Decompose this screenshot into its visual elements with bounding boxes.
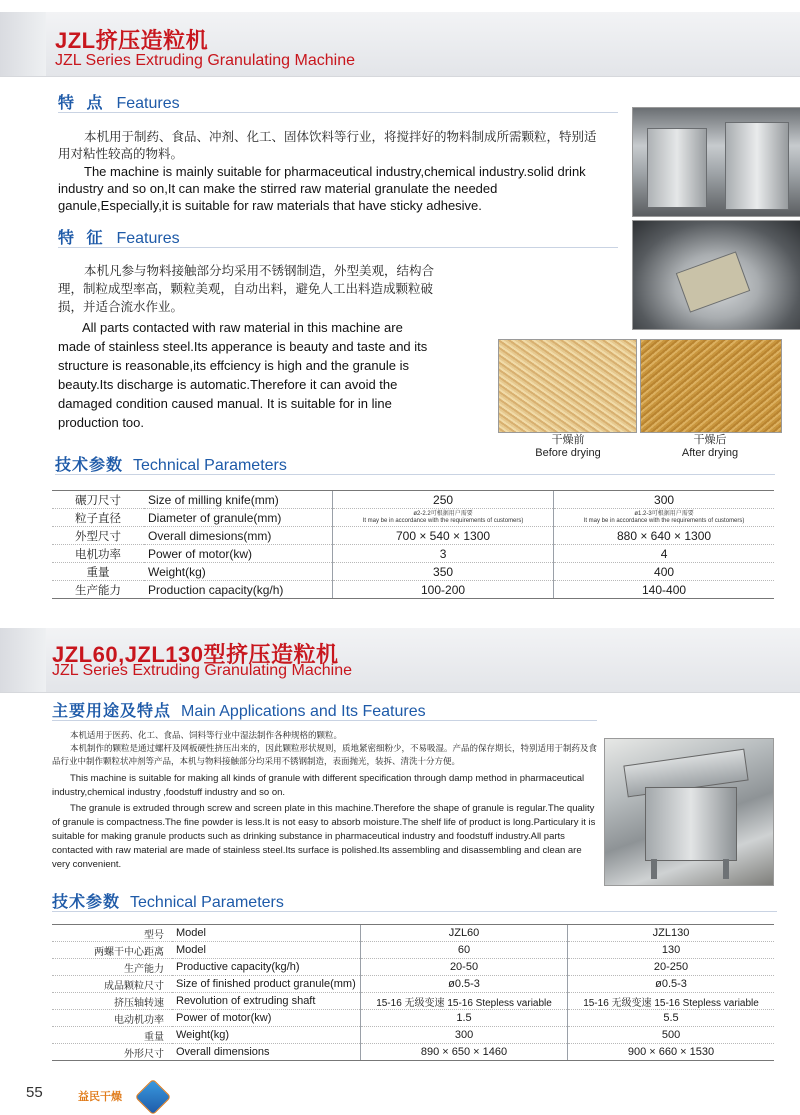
extruder-machine-photo [604,738,774,886]
main-applications-heading-cn: 主要用途及特点 [52,703,172,720]
granule-diameter-250-note: It may be in accordance with the requirements of customers) [362,517,524,524]
characteristics-paragraph-cn: 本机凡参与物料接触部分均采用不锈钢制造，外型美观，结构合理，制粒成型率高，颗粒美观，自动出料，避免人工出料造成颗粒破损，并适合流水作业。 [58,263,435,314]
param-value-250: 700 × 540 × 1300 [333,527,554,545]
param-name-cn: 电机功率 [52,545,144,563]
footer-brand: 益民干燥 [78,1090,122,1103]
applications-paragraph-1-en: This machine is suitable for making all kinds of granule with different specification through damp method in pharmaceutical industry,chemical industry ,foodstuff industry and so on. [52,773,585,798]
param-name-cn: 生产能力 [52,959,172,976]
param-name-cn: 型号 [52,925,172,942]
table-row [52,581,774,599]
features-paragraph-en: The machine is mainly suitable for pharmaceutical industry,chemical industry.solid drink industry and so on,It can make the stirred raw material granulate the needed ganule,Especially,it is suitable for raw materials that have sticky adhesive. [58,164,586,213]
param-value-250 [333,509,554,527]
param-value-jzl130: 5.5 [568,1010,774,1027]
table-row [52,942,774,959]
param-name-en: Power of motor(kw) [172,1010,361,1027]
param-name-en: Model [172,925,361,942]
param-name-en: Weight(kg) [172,1027,361,1044]
granule-diameter-300: ø1.2-3可根据用户需要 [634,510,694,517]
param-value-jzl60: 1.5 [361,1010,568,1027]
param-name-cn: 生产能力 [52,581,144,599]
param-value-300 [554,509,774,527]
param-name-en: Model [172,942,361,959]
main-applications-divider [52,720,597,721]
param-name-cn: 重量 [52,1027,172,1044]
param-name-cn: 挤压轴转速 [52,993,172,1010]
param-value-jzl130: 900 × 660 × 1530 [568,1044,774,1061]
tech-params-heading-1 [55,452,287,475]
page-number: 55 [26,1084,43,1101]
machine-photo-1 [632,107,800,217]
param-value-250: 100-200 [333,581,554,599]
param-name-cn: 成品颗粒尺寸 [52,976,172,993]
main-applications-heading-en: Main Applications and Its Features [181,703,426,720]
param-name-en: Production capacity(kg/h) [144,581,333,599]
param-name-en: Revolution of extruding shaft [172,993,361,1010]
param-name-en: Overall dimensions [172,1044,361,1061]
tech-params-divider-2 [52,911,777,912]
param-name-en: Productive capacity(kg/h) [172,959,361,976]
param-value-jzl60: JZL60 [361,925,568,942]
table-row [52,509,774,527]
after-drying-caption [660,434,760,460]
features-paragraph-cn: 本机用于制药、食品、冲剂、化工、固体饮料等行业，将搅拌好的物料制成所需颗粒，特别适用对粘性较高的物料。 [58,129,597,161]
after-drying-caption-cn: 干燥后 [693,434,727,446]
granule-diameter-300-note: It may be in accordance with the requirements of customers) [583,517,745,524]
main-applications-heading [52,698,426,721]
tech-params-heading-1-en: Technical Parameters [133,457,287,474]
param-name-en: Size of milling knife(mm) [144,491,333,509]
characteristics-heading-cn: 特 征 [58,230,107,247]
param-value-jzl130: 130 [568,942,774,959]
before-drying-caption-cn: 干燥前 [551,434,585,446]
table-row [52,993,774,1010]
param-value-250: 250 [333,491,554,509]
param-value-jzl60: 300 [361,1027,568,1044]
granules-before-drying-photo [498,339,637,433]
applications-text [52,730,597,769]
param-value-jzl60: 20-50 [361,959,568,976]
tech-params-heading-1-cn: 技术参数 [55,457,124,474]
param-value-jzl60: 15-16 无级变速 15-16 Stepless variable [361,993,568,1010]
features-divider [58,112,618,113]
param-name-en: Size of finished product granule(mm) [172,976,361,993]
table-row [52,545,774,563]
technical-parameters-table-2 [52,924,774,1061]
param-value-jzl130: 15-16 无级变速 15-16 Stepless variable [568,993,774,1010]
param-name-cn: 外形尺寸 [52,1044,172,1061]
table-row [52,527,774,545]
granules-after-drying-photo [640,339,782,433]
table-row [52,1010,774,1027]
param-name-cn: 碾刀尺寸 [52,491,144,509]
tech-params-heading-2-en: Technical Parameters [130,894,284,911]
before-drying-caption-en: Before drying [535,447,601,459]
param-value-300: 300 [554,491,774,509]
param-name-cn: 电动机功率 [52,1010,172,1027]
table-row [52,1027,774,1044]
applications-paragraph-2-cn: 本机制作的颗粒是通过螺杆及网板硬性挤压出来的，因此颗粒形状规则，质地紧密细粉少，不易吸湿。产品的保存期长，特别适用于制药及食品行业中制作颗粒状冲剂等产品，本机与物料接触部分均采用不锈钢制造，表面抛光，装拆、清洗十分方便。 [52,744,598,767]
param-value-jzl60: ø0.5-3 [361,976,568,993]
table-row [52,563,774,581]
param-value-300: 400 [554,563,774,581]
characteristics-divider [58,247,618,248]
features-heading-en: Features [116,95,180,112]
param-name-en: Power of motor(kw) [144,545,333,563]
param-name-en: Weight(kg) [144,563,333,581]
table-row [52,491,774,509]
section2-title-en: JZL Series Extruding Granulating Machine [52,662,352,679]
characteristics-paragraph-en: All parts contacted with raw material in this machine are made of stainless steel.Its apperance is beauty and taste and its structure is reasonable,its effciency is high and the granule is beauty.Its discharge is automatic.Therefore it can avoid the damaged condition caused manual. It is suitable for in line production too. [58,320,428,430]
tech-params-heading-2-cn: 技术参数 [52,894,121,911]
applications-paragraph-2-en: The granule is extruded through screw and screen plate in this machine.Therefore the shape of granule is regular.The quality of granule is compactness.The fine powder is less.It is not easy to absorb moisture.The shelf life of product is long.Particulary it is suitable for making granule products such as drinking substance in pharmaceutical industry and foodstuff industry.All parts contacted with raw material are made of stainless steel.Its surface is polished.Its assembling and disassembling and clean are very convenient. [52,803,596,870]
table-row [52,959,774,976]
param-value-300: 140-400 [554,581,774,599]
param-value-jzl130: ø0.5-3 [568,976,774,993]
after-drying-caption-en: After drying [681,447,739,459]
brand-logo-icon [135,1079,172,1115]
param-name-cn: 粒子直径 [52,509,144,527]
characteristics-heading [58,225,180,248]
table-row [52,925,774,942]
characteristics-heading-en: Features [116,230,180,247]
machine-photo-2 [632,220,800,330]
param-name-cn: 重量 [52,563,144,581]
table-row [52,1044,774,1061]
applications-paragraph-1-cn: 本机适用于医药、化工、食品、饲料等行业中湿法制作各种规格的颗粒。 [70,731,343,741]
section1-title-en: JZL Series Extruding Granulating Machine [55,52,355,69]
tech-params-divider-1 [55,474,775,475]
granule-diameter-250: ø2-2.2可根据用户需要 [413,510,473,517]
param-value-jzl130: JZL130 [568,925,774,942]
table-row [52,976,774,993]
before-drying-caption [518,434,618,460]
section2-title-cn: JZL60,JZL130型挤压造粒机 [52,642,339,667]
param-value-jzl60: 890 × 650 × 1460 [361,1044,568,1061]
param-name-cn: 两螺干中心距离 [52,942,172,959]
param-value-250: 350 [333,563,554,581]
section1-title-cn: JZL挤压造粒机 [55,28,209,53]
tech-params-heading-2 [52,889,284,912]
technical-parameters-table-1 [52,490,774,599]
param-value-300: 4 [554,545,774,563]
features-heading-cn: 特 点 [58,95,107,112]
param-value-300: 880 × 640 × 1300 [554,527,774,545]
features-heading [58,90,180,113]
header-decoration [0,12,46,76]
param-value-jzl130: 500 [568,1027,774,1044]
param-name-en: Overall dimesions(mm) [144,527,333,545]
applications-text-en [52,772,597,872]
param-value-250: 3 [333,545,554,563]
param-name-en: Diameter of granule(mm) [144,509,333,527]
param-value-jzl60: 60 [361,942,568,959]
param-value-jzl130: 20-250 [568,959,774,976]
param-name-cn: 外型尺寸 [52,527,144,545]
header-decoration [0,628,46,692]
